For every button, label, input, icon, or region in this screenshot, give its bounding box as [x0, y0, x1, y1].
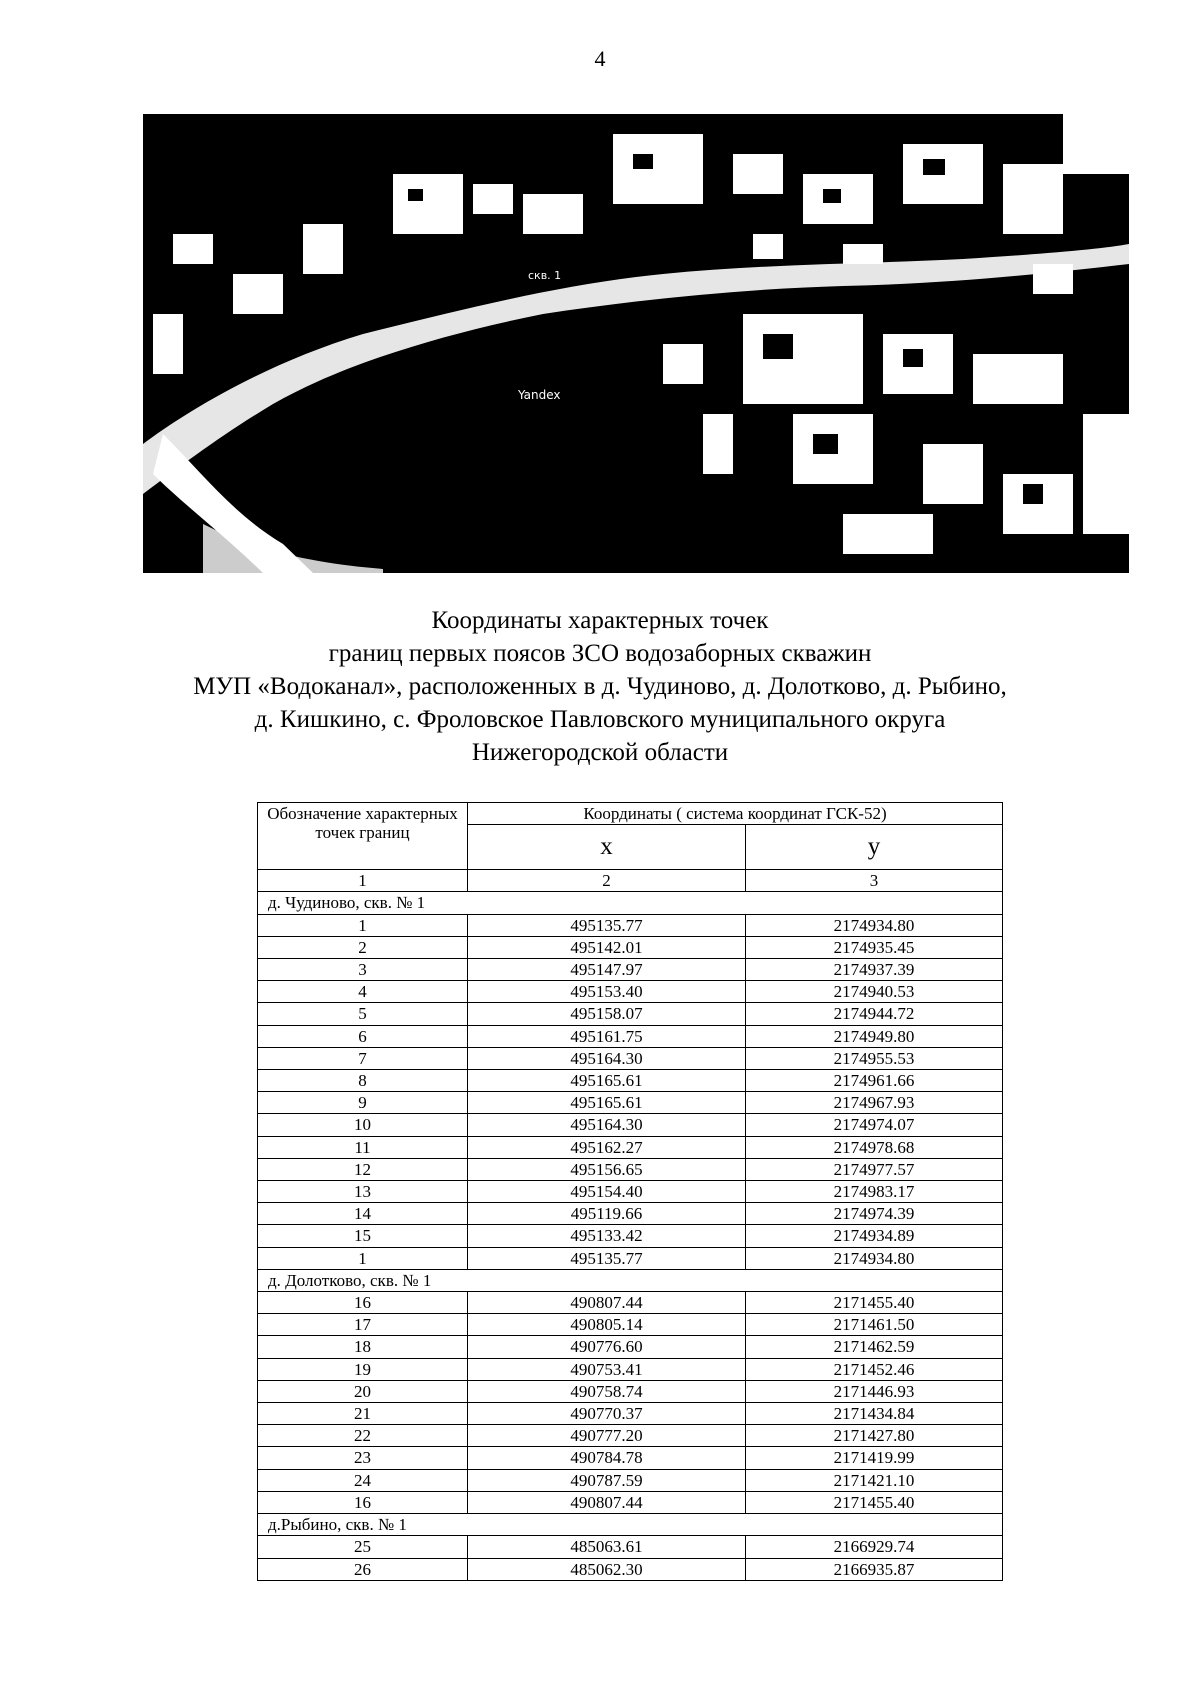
section-title: д. Чудиново, скв. № 1 [258, 892, 1003, 914]
table-row [258, 1447, 1003, 1469]
document-heading [120, 604, 1080, 769]
section-title: д.Рыбино, скв. № 1 [258, 1514, 1003, 1536]
y-coordinate-cell: 2174978.68 [746, 1136, 1003, 1158]
coordinates-table [257, 802, 1003, 1581]
y-coordinate-cell: 2171462.59 [746, 1336, 1003, 1358]
map-watermark: Yandex [518, 388, 561, 402]
column-number: 2 [468, 870, 746, 892]
x-coordinate-cell: 495133.42 [468, 1225, 746, 1247]
heading-line: МУП «Водоканал», расположенных в д. Чудиново, д. Долотково, д. Рыбино, [193, 673, 1007, 700]
point-number-cell: 13 [258, 1181, 468, 1203]
table-row [258, 1114, 1003, 1136]
x-coordinate-cell: 495164.30 [468, 1047, 746, 1069]
point-number-cell: 14 [258, 1203, 468, 1225]
header-coordinates: Координаты ( система координат ГСК-52) [468, 803, 1003, 825]
y-coordinate-cell: 2171455.40 [746, 1292, 1003, 1314]
point-number-cell: 22 [258, 1425, 468, 1447]
point-number-cell: 3 [258, 959, 468, 981]
point-number-cell: 7 [258, 1047, 468, 1069]
y-coordinate-cell: 2171452.46 [746, 1358, 1003, 1380]
y-coordinate-cell: 2171455.40 [746, 1491, 1003, 1513]
x-coordinate-cell: 490777.20 [468, 1425, 746, 1447]
y-coordinate-cell: 2171427.80 [746, 1425, 1003, 1447]
point-number-cell: 1 [258, 914, 468, 936]
point-number-cell: 16 [258, 1491, 468, 1513]
y-coordinate-cell: 2174944.72 [746, 1003, 1003, 1025]
x-coordinate-cell: 485062.30 [468, 1558, 746, 1580]
y-coordinate-cell: 2171434.84 [746, 1403, 1003, 1425]
table-row [258, 1536, 1003, 1558]
section-row [258, 1514, 1003, 1536]
x-coordinate-cell: 490807.44 [468, 1491, 746, 1513]
header-y: y [746, 825, 1003, 870]
table-row [258, 1003, 1003, 1025]
x-coordinate-cell: 495165.61 [468, 1092, 746, 1114]
table-row [258, 1425, 1003, 1447]
heading-line: Координаты характерных точек [431, 607, 769, 634]
table-row [258, 1181, 1003, 1203]
table-row [258, 1247, 1003, 1269]
table-row [258, 1092, 1003, 1114]
x-coordinate-cell: 495153.40 [468, 981, 746, 1003]
point-number-cell: 15 [258, 1225, 468, 1247]
table-row [258, 1047, 1003, 1069]
table-row [258, 1469, 1003, 1491]
y-coordinate-cell: 2171461.50 [746, 1314, 1003, 1336]
map-label-well: скв. 1 [528, 269, 562, 282]
y-coordinate-cell: 2174983.17 [746, 1181, 1003, 1203]
x-coordinate-cell: 495162.27 [468, 1136, 746, 1158]
x-coordinate-cell: 490758.74 [468, 1380, 746, 1402]
y-coordinate-cell: 2174940.53 [746, 981, 1003, 1003]
table-row [258, 981, 1003, 1003]
x-coordinate-cell: 495161.75 [468, 1025, 746, 1047]
heading-line: Нижегородской области [471, 739, 729, 766]
table-body [258, 892, 1003, 1580]
table-row [258, 1491, 1003, 1513]
y-coordinate-cell: 2174974.07 [746, 1114, 1003, 1136]
section-row [258, 892, 1003, 914]
point-number-cell: 17 [258, 1314, 468, 1336]
header-point-designation: Обозначение характерных точек границ [258, 803, 468, 870]
table-row [258, 1380, 1003, 1402]
y-coordinate-cell: 2171421.10 [746, 1469, 1003, 1491]
y-coordinate-cell: 2174961.66 [746, 1070, 1003, 1092]
y-coordinate-cell: 2166929.74 [746, 1536, 1003, 1558]
x-coordinate-cell: 490770.37 [468, 1403, 746, 1425]
table-row [258, 1225, 1003, 1247]
y-coordinate-cell: 2174977.57 [746, 1158, 1003, 1180]
x-coordinate-cell: 495142.01 [468, 936, 746, 958]
x-coordinate-cell: 495158.07 [468, 1003, 746, 1025]
point-number-cell: 26 [258, 1558, 468, 1580]
table-row [258, 1403, 1003, 1425]
table-row [258, 1314, 1003, 1336]
y-coordinate-cell: 2174974.39 [746, 1203, 1003, 1225]
x-coordinate-cell: 490753.41 [468, 1358, 746, 1380]
x-coordinate-cell: 490784.78 [468, 1447, 746, 1469]
x-coordinate-cell: 495119.66 [468, 1203, 746, 1225]
x-coordinate-cell: 495156.65 [468, 1158, 746, 1180]
point-number-cell: 12 [258, 1158, 468, 1180]
satellite-map-image [143, 114, 1129, 573]
page-number: 4 [594, 46, 606, 71]
point-number-cell: 10 [258, 1114, 468, 1136]
x-coordinate-cell: 490805.14 [468, 1314, 746, 1336]
point-number-cell: 21 [258, 1403, 468, 1425]
x-coordinate-cell: 495164.30 [468, 1114, 746, 1136]
point-number-cell: 1 [258, 1247, 468, 1269]
point-number-cell: 11 [258, 1136, 468, 1158]
section-row [258, 1269, 1003, 1291]
table-row [258, 1336, 1003, 1358]
x-coordinate-cell: 495154.40 [468, 1181, 746, 1203]
column-number: 3 [746, 870, 1003, 892]
y-coordinate-cell: 2174937.39 [746, 959, 1003, 981]
y-coordinate-cell: 2171419.99 [746, 1447, 1003, 1469]
x-coordinate-cell: 495147.97 [468, 959, 746, 981]
y-coordinate-cell: 2174934.89 [746, 1225, 1003, 1247]
table-row [258, 1292, 1003, 1314]
point-number-cell: 23 [258, 1447, 468, 1469]
x-coordinate-cell: 495135.77 [468, 914, 746, 936]
table-row [258, 1203, 1003, 1225]
table-row [258, 914, 1003, 936]
y-coordinate-cell: 2174934.80 [746, 914, 1003, 936]
point-number-cell: 24 [258, 1469, 468, 1491]
heading-line: д. Кишкино, с. Фроловское Павловского муниципального округа [254, 706, 946, 733]
point-number-cell: 20 [258, 1380, 468, 1402]
x-coordinate-cell: 485063.61 [468, 1536, 746, 1558]
table-row [258, 959, 1003, 981]
point-number-cell: 6 [258, 1025, 468, 1047]
heading-line: границ первых поясов ЗСО водозаборных скважин [328, 640, 872, 667]
table-row [258, 1025, 1003, 1047]
y-coordinate-cell: 2174967.93 [746, 1092, 1003, 1114]
table-row [258, 1358, 1003, 1380]
header-x: x [468, 825, 746, 870]
point-number-cell: 16 [258, 1292, 468, 1314]
table-row [258, 936, 1003, 958]
table-row [258, 1558, 1003, 1580]
y-coordinate-cell: 2174935.45 [746, 936, 1003, 958]
point-number-cell: 4 [258, 981, 468, 1003]
column-number: 1 [258, 870, 468, 892]
point-number-cell: 8 [258, 1070, 468, 1092]
section-title: д. Долотково, скв. № 1 [258, 1269, 1003, 1291]
point-number-cell: 25 [258, 1536, 468, 1558]
y-coordinate-cell: 2171446.93 [746, 1380, 1003, 1402]
table-row [258, 1070, 1003, 1092]
point-number-cell: 2 [258, 936, 468, 958]
x-coordinate-cell: 495165.61 [468, 1070, 746, 1092]
x-coordinate-cell: 490787.59 [468, 1469, 746, 1491]
x-coordinate-cell: 490807.44 [468, 1292, 746, 1314]
y-coordinate-cell: 2174949.80 [746, 1025, 1003, 1047]
x-coordinate-cell: 490776.60 [468, 1336, 746, 1358]
x-coordinate-cell: 495135.77 [468, 1247, 746, 1269]
y-coordinate-cell: 2174934.80 [746, 1247, 1003, 1269]
point-number-cell: 19 [258, 1358, 468, 1380]
point-number-cell: 5 [258, 1003, 468, 1025]
point-number-cell: 9 [258, 1092, 468, 1114]
y-coordinate-cell: 2174955.53 [746, 1047, 1003, 1069]
table-row [258, 1158, 1003, 1180]
table-row [258, 1136, 1003, 1158]
y-coordinate-cell: 2166935.87 [746, 1558, 1003, 1580]
point-number-cell: 18 [258, 1336, 468, 1358]
